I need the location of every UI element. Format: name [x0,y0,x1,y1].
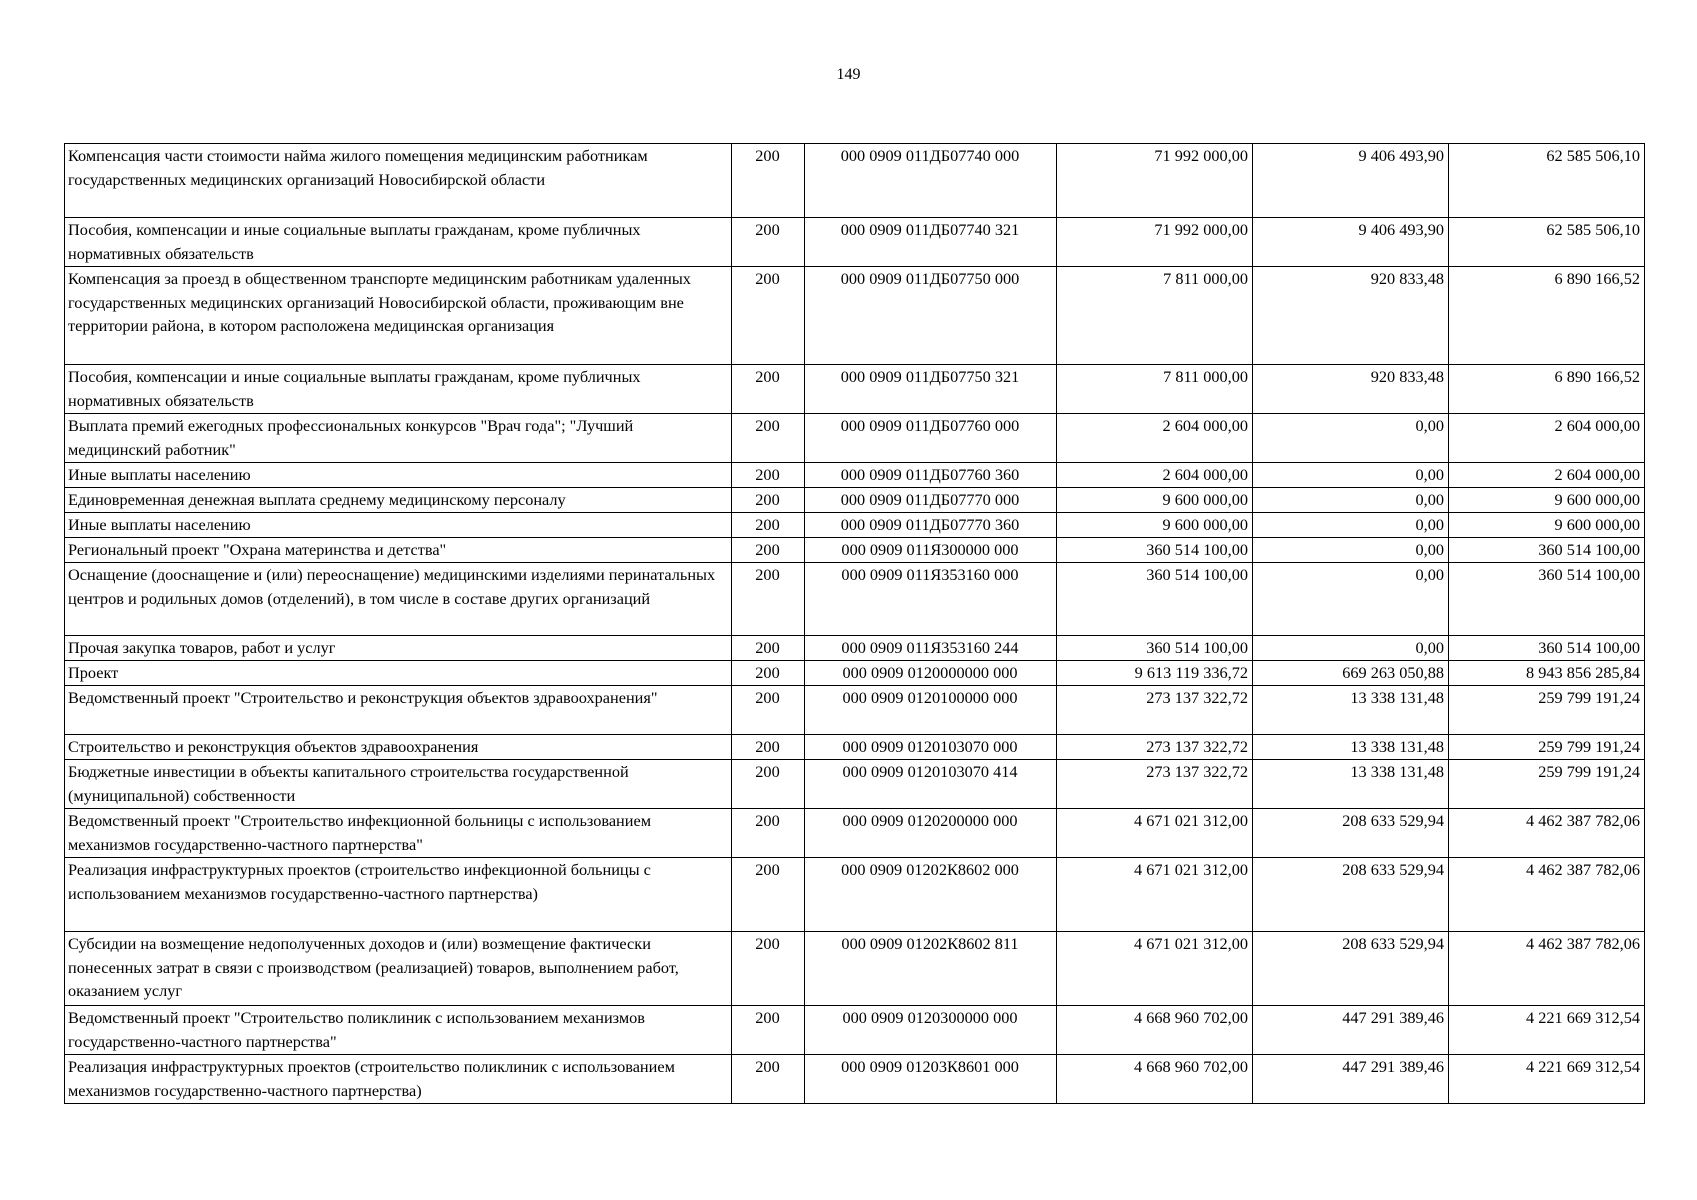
row-approved: 71 992 000,00 [1057,218,1253,267]
table-row [65,488,1645,513]
table-row [65,858,1645,932]
row-name: Строительство и реконструкция объектов здравоохранения [65,735,732,760]
table-row [65,1006,1645,1055]
row-code: 200 [732,563,805,636]
row-unexecuted: 6 890 166,52 [1449,365,1645,414]
table-row [65,661,1645,686]
row-approved: 4 671 021 312,00 [1057,932,1253,1006]
row-unexecuted: 360 514 100,00 [1449,636,1645,661]
table-row [65,144,1645,218]
row-name: Пособия, компенсации и иные социальные выплаты гражданам, кроме публичных нормативных обязательств [65,365,732,414]
table-row [65,414,1645,463]
row-executed: 208 633 529,94 [1253,809,1449,858]
table-row [65,365,1645,414]
row-approved: 273 137 322,72 [1057,760,1253,809]
row-unexecuted: 259 799 191,24 [1449,686,1645,735]
row-executed: 447 291 389,46 [1253,1006,1449,1055]
row-kbk: 000 0909 011ДБ07750 000 [805,267,1057,365]
row-unexecuted: 259 799 191,24 [1449,735,1645,760]
row-executed: 0,00 [1253,538,1449,563]
row-unexecuted: 8 943 856 285,84 [1449,661,1645,686]
row-approved: 4 671 021 312,00 [1057,858,1253,932]
row-code: 200 [732,686,805,735]
row-approved: 2 604 000,00 [1057,463,1253,488]
row-approved: 360 514 100,00 [1057,563,1253,636]
row-approved: 9 600 000,00 [1057,488,1253,513]
row-name: Региональный проект "Охрана материнства и детства" [65,538,732,563]
row-code: 200 [732,1006,805,1055]
table-row [65,267,1645,365]
row-kbk: 000 0909 0120300000 000 [805,1006,1057,1055]
row-code: 200 [732,809,805,858]
row-name: Бюджетные инвестиции в объекты капитального строительства государственной (муниципальной) собственности [65,760,732,809]
row-approved: 9 600 000,00 [1057,513,1253,538]
row-name: Компенсация части стоимости найма жилого помещения медицинским работникам государственных медицинских организаций Новосибирской области [65,144,732,218]
row-approved: 273 137 322,72 [1057,735,1253,760]
row-unexecuted: 4 462 387 782,06 [1449,809,1645,858]
row-executed: 13 338 131,48 [1253,735,1449,760]
row-approved: 4 668 960 702,00 [1057,1055,1253,1104]
row-unexecuted: 62 585 506,10 [1449,218,1645,267]
row-unexecuted: 6 890 166,52 [1449,267,1645,365]
row-unexecuted: 360 514 100,00 [1449,538,1645,563]
row-approved: 273 137 322,72 [1057,686,1253,735]
row-name: Субсидии на возмещение недополученных доходов и (или) возмещение фактически понесенных затрат в связи с производством (реализацией) товаров, выполнением работ, оказанием услуг [65,932,732,1006]
row-executed: 0,00 [1253,563,1449,636]
row-name: Реализация инфраструктурных проектов (строительство поликлиник с использованием механизмов государственно-частного партнерства) [65,1055,732,1104]
row-code: 200 [732,661,805,686]
row-kbk: 000 0909 0120103070 000 [805,735,1057,760]
row-executed: 920 833,48 [1253,267,1449,365]
row-kbk: 000 0909 011ДБ07760 360 [805,463,1057,488]
table-row [65,809,1645,858]
budget-execution-table [64,143,1645,1104]
row-code: 200 [732,365,805,414]
row-kbk: 000 0909 011ДБ07770 000 [805,488,1057,513]
row-name: Выплата премий ежегодных профессиональных конкурсов "Врач года"; "Лучший медицинский работник" [65,414,732,463]
row-name: Иные выплаты населению [65,513,732,538]
row-code: 200 [732,858,805,932]
row-code: 200 [732,1055,805,1104]
row-code: 200 [732,760,805,809]
row-executed: 208 633 529,94 [1253,932,1449,1006]
row-code: 200 [732,414,805,463]
row-name: Прочая закупка товаров, работ и услуг [65,636,732,661]
table-row [65,218,1645,267]
row-unexecuted: 4 462 387 782,06 [1449,858,1645,932]
row-kbk: 000 0909 011ДБ07770 360 [805,513,1057,538]
row-unexecuted: 2 604 000,00 [1449,463,1645,488]
row-name: Ведомственный проект "Строительство и реконструкция объектов здравоохранения" [65,686,732,735]
row-name: Ведомственный проект "Строительство поликлиник с использованием механизмов государственно-частного партнерства" [65,1006,732,1055]
row-name: Реализация инфраструктурных проектов (строительство инфекционной больницы с использованием механизмов государственно-частного партнерства) [65,858,732,932]
row-code: 200 [732,513,805,538]
row-approved: 71 992 000,00 [1057,144,1253,218]
table-row [65,513,1645,538]
row-executed: 13 338 131,48 [1253,760,1449,809]
row-kbk: 000 0909 011Я353160 000 [805,563,1057,636]
table-row [65,932,1645,1006]
row-unexecuted: 4 221 669 312,54 [1449,1006,1645,1055]
row-code: 200 [732,932,805,1006]
row-executed: 0,00 [1253,636,1449,661]
row-executed: 0,00 [1253,488,1449,513]
row-approved: 360 514 100,00 [1057,538,1253,563]
row-name: Оснащение (дооснащение и (или) переоснащение) медицинскими изделиями перинатальных центров и родильных домов (отделений), в том числе в составе других организаций [65,563,732,636]
row-executed: 0,00 [1253,414,1449,463]
row-name: Иные выплаты населению [65,463,732,488]
row-kbk: 000 0909 0120100000 000 [805,686,1057,735]
row-kbk: 000 0909 01202К8602 000 [805,858,1057,932]
row-kbk: 000 0909 011Я353160 244 [805,636,1057,661]
row-unexecuted: 4 462 387 782,06 [1449,932,1645,1006]
table-row [65,636,1645,661]
row-unexecuted: 62 585 506,10 [1449,144,1645,218]
row-name: Пособия, компенсации и иные социальные выплаты гражданам, кроме публичных нормативных обязательств [65,218,732,267]
row-approved: 4 668 960 702,00 [1057,1006,1253,1055]
row-kbk: 000 0909 011Я300000 000 [805,538,1057,563]
row-code: 200 [732,488,805,513]
row-executed: 447 291 389,46 [1253,1055,1449,1104]
row-code: 200 [732,267,805,365]
row-approved: 7 811 000,00 [1057,267,1253,365]
row-name: Компенсация за проезд в общественном транспорте медицинским работникам удаленных государственных медицинских организаций Новосибирской области, проживающим вне территории района, в котором расположена медицинская организация [65,267,732,365]
row-executed: 0,00 [1253,463,1449,488]
row-kbk: 000 0909 0120000000 000 [805,661,1057,686]
row-code: 200 [732,218,805,267]
row-kbk: 000 0909 0120200000 000 [805,809,1057,858]
row-code: 200 [732,636,805,661]
row-executed: 9 406 493,90 [1253,144,1449,218]
table-body [65,144,1645,1104]
row-name: Единовременная денежная выплата среднему медицинскому персоналу [65,488,732,513]
row-unexecuted: 2 604 000,00 [1449,414,1645,463]
row-kbk: 000 0909 011ДБ07740 321 [805,218,1057,267]
row-unexecuted: 4 221 669 312,54 [1449,1055,1645,1104]
row-name: Ведомственный проект "Строительство инфекционной больницы с использованием механизмов государственно-частного партнерства" [65,809,732,858]
table-row [65,686,1645,735]
row-unexecuted: 9 600 000,00 [1449,488,1645,513]
row-kbk: 000 0909 011ДБ07760 000 [805,414,1057,463]
table-row [65,538,1645,563]
table-row [65,463,1645,488]
row-executed: 9 406 493,90 [1253,218,1449,267]
row-unexecuted: 9 600 000,00 [1449,513,1645,538]
row-executed: 669 263 050,88 [1253,661,1449,686]
table-row [65,1055,1645,1104]
row-approved: 4 671 021 312,00 [1057,809,1253,858]
table-row [65,563,1645,636]
row-code: 200 [732,463,805,488]
row-name: Проект [65,661,732,686]
row-approved: 9 613 119 336,72 [1057,661,1253,686]
row-code: 200 [732,735,805,760]
row-kbk: 000 0909 01202К8602 811 [805,932,1057,1006]
row-unexecuted: 360 514 100,00 [1449,563,1645,636]
row-approved: 360 514 100,00 [1057,636,1253,661]
page-number: 149 [836,66,861,83]
row-code: 200 [732,538,805,563]
row-executed: 920 833,48 [1253,365,1449,414]
row-executed: 13 338 131,48 [1253,686,1449,735]
row-kbk: 000 0909 01203К8601 000 [805,1055,1057,1104]
row-kbk: 000 0909 011ДБ07740 000 [805,144,1057,218]
row-approved: 2 604 000,00 [1057,414,1253,463]
row-code: 200 [732,144,805,218]
row-kbk: 000 0909 0120103070 414 [805,760,1057,809]
row-approved: 7 811 000,00 [1057,365,1253,414]
row-unexecuted: 259 799 191,24 [1449,760,1645,809]
table-row [65,760,1645,809]
row-executed: 208 633 529,94 [1253,858,1449,932]
row-executed: 0,00 [1253,513,1449,538]
row-kbk: 000 0909 011ДБ07750 321 [805,365,1057,414]
table-row [65,735,1645,760]
